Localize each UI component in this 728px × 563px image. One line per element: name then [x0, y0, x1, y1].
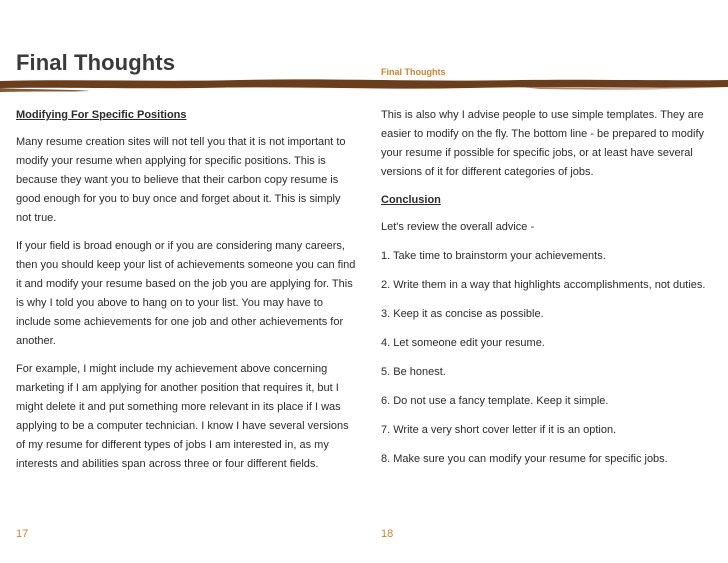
lead-text: Let's review the overall advice - [381, 221, 535, 233]
list-item: 1. Take time to brainstorm your achievements. [381, 250, 606, 262]
page-number-right: 18 [381, 528, 394, 540]
list-item: 2. Write them in a way that highlights accomplishments, not duties. [381, 279, 706, 291]
list-item: 5. Be honest. [381, 366, 446, 378]
section-heading-modifying: Modifying For Specific Positions [16, 109, 187, 121]
page-number-left: 17 [16, 528, 29, 540]
left-page-column [16, 106, 356, 483]
paragraph: If your field is broad enough or if you are considering many careers, then you should keep your list of achievements someone you can find it and modify your resume based on the job you are applying for. This is why I told you above to hang on to your list. You may have to include some achievements for one job and other achievements for another. [16, 240, 356, 347]
list-item: 6. Do not use a fancy template. Keep it simple. [381, 395, 609, 407]
paragraph: For example, I might include my achievement above concerning marketing if I am applying for another position that requires it, but I might delete it and put something more relevant in its place if I was applying to be a computer technician. I know I have several versions of my resume for different types of jobs I am interested in, as my interests and abilities span across three or four different fields. [16, 363, 349, 470]
page-title: Final Thoughts [16, 50, 176, 75]
running-header: Final Thoughts [381, 67, 446, 77]
intro-paragraph: This is also why I advise people to use simple templates. They are easier to modify on the fly. The bottom line - be prepared to modify your resume if possible for specific jobs, or at least have several versions of it for different categories of jobs. [381, 109, 705, 178]
section-heading-conclusion: Conclusion [381, 194, 441, 206]
list-item: 8. Make sure you can modify your resume for specific jobs. [381, 453, 668, 465]
list-item: 3. Keep it as concise as possible. [381, 308, 544, 320]
list-item: 7. Write a very short cover letter if it is an option. [381, 424, 617, 436]
paragraph: Many resume creation sites will not tell you that it is not important to modify your resume when applying for specific positions. This is because they want you to believe that their carbon copy resume is good enough for you to buy once and forget about it. This is simply not true. [16, 136, 346, 224]
list-item: 4. Let someone edit your resume. [381, 337, 545, 349]
brush-rule-divider [0, 78, 728, 96]
right-page-column [381, 106, 721, 479]
